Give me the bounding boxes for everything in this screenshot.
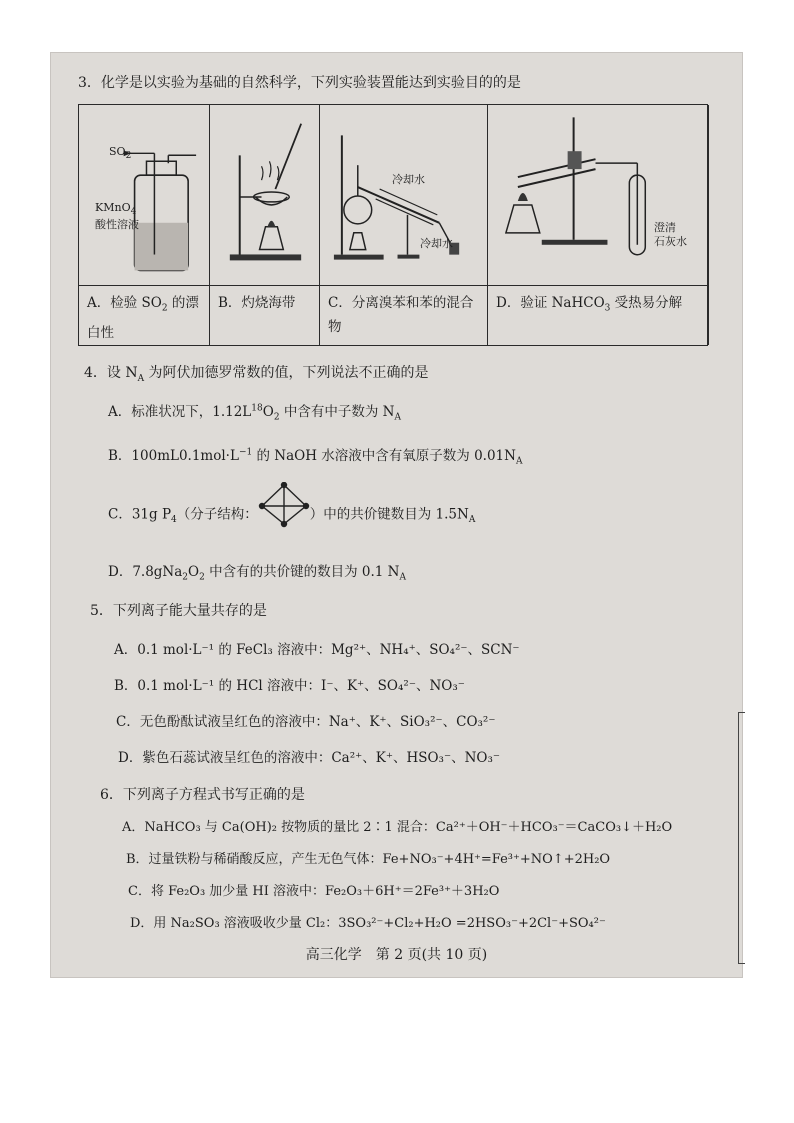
- q5-option-d: D．紫色石蕊试液呈红色的溶液中：Ca²⁺、K⁺、HSO₃⁻、NO₃⁻: [118, 750, 500, 766]
- clear-label: 澄清: [654, 221, 676, 234]
- q3-cell-a: [79, 105, 210, 345]
- kmno4-label: KMnO$_4$: [95, 201, 137, 218]
- q3-apparatus-table: [78, 104, 708, 346]
- cooling-water-top-label: 冷却水: [392, 173, 425, 186]
- q4-option-c: C．31g $P_4$（分子结构： ）中的共价键数目为 $1.5N_A$: [108, 502, 475, 528]
- exam-page: [50, 52, 743, 978]
- q6-option-c: C．将 Fe₂O₃ 加少量 HI 溶液中：Fe₂O₃＋6H⁺＝2Fe³⁺＋3H₂O: [128, 884, 500, 899]
- q3-stem: 3．化学是以实验为基础的自然科学，下列实验装置能达到实验目的的是: [78, 75, 521, 91]
- q6-option-a: A．NaHCO₃ 与 Ca(OH)₂ 按物质的量比 2∶1 混合：Ca²⁺＋OH⁻＋HCO₃⁻＝CaCO₃↓＋H₂O: [122, 820, 673, 835]
- so2-label: $SO_2$: [109, 145, 132, 162]
- q4-option-b: B．$100mL0.1mol\cdot L^{-1}$ 的 NaOH 水溶液中含有氧原子数为 $0.01N_A$: [108, 447, 523, 467]
- q4-option-a: A．标准状况下，$1.12L^{18}O_2$ 中含有中子数为 $N_A$: [108, 403, 401, 423]
- q3-option-a: A．检验 $SO_2$ 的漂白性: [87, 295, 199, 341]
- p4-tetrahedron-icon: [258, 482, 310, 528]
- q3-cell-b: [210, 105, 320, 345]
- crucible-burning-illustration: [210, 105, 319, 283]
- q3-cell-c: [320, 105, 488, 345]
- acidic-solution-label: 酸性溶液: [95, 218, 139, 231]
- distillation-apparatus-illustration: [320, 105, 487, 283]
- q3-option-d: D．验证 NaHCO$_3$ 受热易分解: [496, 295, 683, 314]
- q6-option-b: B．过量铁粉与稀硝酸反应，产生无色气体：Fe+NO₃⁻+4H⁺=Fe³⁺+NO↑+2H₂O: [126, 852, 611, 867]
- page-footer: 高三化学 第 2 页(共 10 页): [305, 947, 488, 963]
- q5-option-a: A．0.1 mol·L⁻¹ 的 FeCl₃ 溶液中：Mg²⁺、NH₄⁺、SO₄²⁻、SCN⁻: [114, 642, 520, 658]
- q3-option-c: C．分离溴苯和苯的混合物: [328, 295, 474, 335]
- table-divider: [79, 285, 707, 286]
- q5-option-b: B．0.1 mol·L⁻¹ 的 HCl 溶液中：I⁻、K⁺、SO₄²⁻、NO₃⁻: [114, 678, 465, 694]
- q4-stem: 4．设 $N_A$ 为阿伏加德罗常数的值，下列说法不正确的是: [84, 365, 429, 384]
- q6-option-d: D．用 Na₂SO₃ 溶液吸收少量 Cl₂：3SO₃²⁻+Cl₂+H₂O =2HSO₃⁻+2Cl⁻+SO₄²⁻: [130, 916, 606, 931]
- gas-washing-bottle-illustration: [79, 105, 209, 283]
- limewater-label: 石灰水: [654, 235, 687, 248]
- cooling-water-bottom-label: 冷却水: [420, 237, 453, 250]
- q3-option-b: B．灼烧海带: [218, 295, 296, 311]
- thermal-decomposition-illustration: [488, 105, 708, 283]
- q5-option-c: C．无色酚酞试液呈红色的溶液中：Na⁺、K⁺、SiO₃²⁻、CO₃²⁻: [116, 714, 496, 730]
- q5-stem: 5．下列离子能大量共存的是: [90, 603, 267, 619]
- q4-option-d: D．$7.8gNa_2O_2$ 中含有的共价键的数目为 0.1 $N_A$: [108, 564, 406, 583]
- bleed-through-frame: [738, 712, 745, 964]
- q6-stem: 6．下列离子方程式书写正确的是: [100, 787, 305, 803]
- q3-cell-d: [488, 105, 709, 345]
